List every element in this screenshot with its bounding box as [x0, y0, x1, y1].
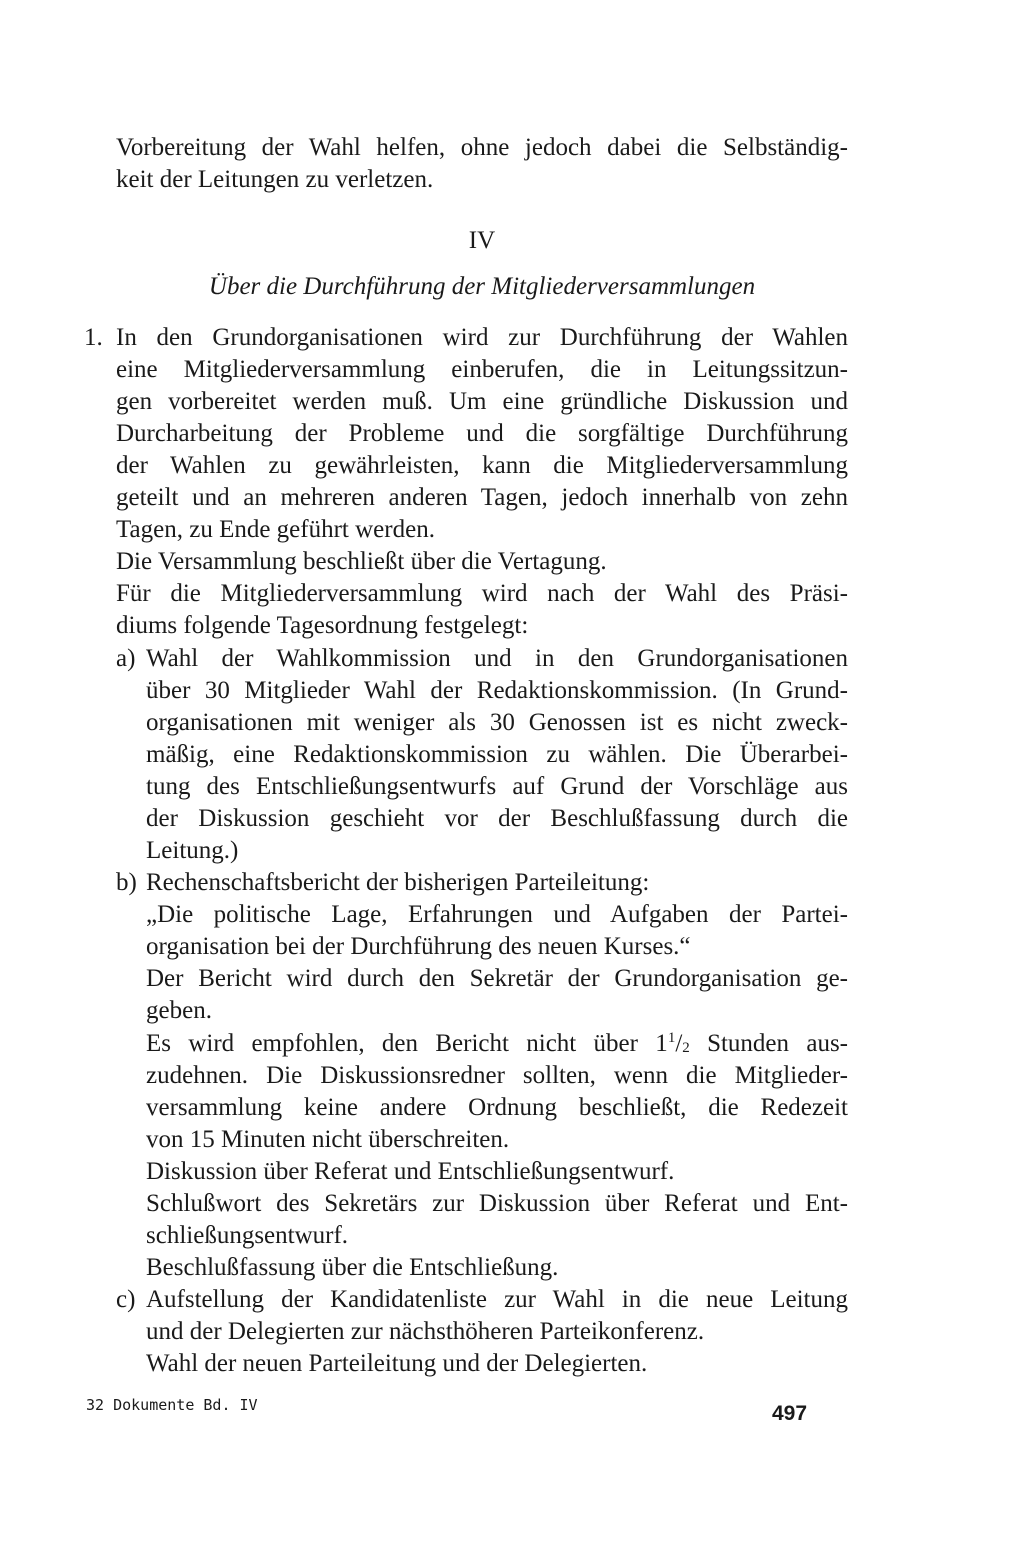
sub-b-line: von 15 Minuten nicht überschreiten.	[146, 1126, 510, 1153]
sub-a-line: Wahl der Wahlkommission und in den Grundorganisationen	[146, 645, 848, 672]
sub-b-line: Rechenschaftsbericht der bisherigen Parteileitung:	[146, 869, 650, 896]
page-number: 497	[772, 1402, 808, 1425]
fraction-numerator: 1	[667, 1030, 676, 1046]
sub-a-line: über 30 Mitglieder Wahl der Redaktionskommission. (In Grund-	[146, 677, 848, 704]
sub-c-marker: c)	[116, 1286, 136, 1313]
item1-line: Durcharbeitung der Probleme und die sorgfältige Durchführung	[116, 420, 848, 447]
sub-b-line: schließungsentwurf.	[146, 1222, 349, 1249]
item1-line: eine Mitgliederversammlung einberufen, die in Leitungssitzun-	[116, 356, 848, 383]
recommend-prefix: Es wird empfohlen, den Bericht nicht über 1	[146, 1030, 668, 1057]
item1-line: geteilt und an mehreren anderen Tagen, jedoch innerhalb von zehn	[116, 484, 848, 511]
sub-b-line: Schlußwort des Sekretärs zur Diskussion über Referat und Ent-	[146, 1190, 848, 1217]
item1-line: Die Versammlung beschließt über die Vertagung.	[116, 548, 607, 575]
item1-line: gen vorbereitet werden muß. Um eine gründliche Diskussion und	[116, 388, 848, 415]
item1-line: Tagen, zu Ende geführt werden.	[116, 516, 435, 543]
printer-signature: 32 Dokumente Bd. IV	[86, 1396, 258, 1414]
intro-line: keit der Leitungen zu verletzen.	[116, 166, 434, 193]
item1-line: In den Grundorganisationen wird zur Durchführung der Wahlen	[116, 324, 848, 351]
fraction-denominator: 2	[682, 1040, 690, 1056]
sub-b-line: organisation bei der Durchführung des neuen Kurses.“	[146, 933, 691, 960]
item-marker: 1.	[84, 324, 103, 351]
sub-b-line: geben.	[146, 997, 212, 1024]
sub-a-marker: a)	[116, 645, 136, 672]
fraction-slash: /	[675, 1030, 683, 1057]
sub-a-line: Leitung.)	[146, 837, 239, 864]
section-numeral: IV	[468, 227, 496, 254]
sub-b-line: Beschlußfassung über die Entschließung.	[146, 1254, 559, 1281]
item1-line: der Wahlen zu gewährleisten, kann die Mitgliederversammlung	[116, 452, 848, 479]
sub-b-line: Diskussion über Referat und Entschließungsentwurf.	[146, 1158, 675, 1185]
sub-a-line: der Diskussion geschieht vor der Beschlußfassung durch die	[146, 805, 848, 832]
sub-c-line: und der Delegierten zur nächsthöheren Parteikonferenz.	[146, 1318, 705, 1345]
sub-b-marker: b)	[116, 869, 137, 896]
sub-c-line: Wahl der neuen Parteileitung und der Delegierten.	[146, 1350, 648, 1377]
sub-b-line: zudehnen. Die Diskussionsredner sollten, wenn die Mitglieder-	[146, 1062, 848, 1089]
item1-line: diums folgende Tagesordnung festgelegt:	[116, 612, 529, 639]
sub-b-line: versammlung keine andere Ordnung beschließt, die Redezeit	[146, 1094, 848, 1121]
sub-b-recommendation-line	[146, 1028, 848, 1060]
sub-b-line: Der Bericht wird durch den Sekretär der Grundorganisation ge-	[146, 965, 848, 992]
item1-line: Für die Mitgliederversammlung wird nach der Wahl des Präsi-	[116, 580, 848, 607]
sub-b-line: „Die politische Lage, Erfahrungen und Aufgaben der Partei-	[146, 901, 848, 928]
sub-a-line: mäßig, eine Redaktionskommission zu wählen. Die Überarbei-	[146, 741, 848, 768]
sub-a-line: tung des Entschließungsentwurfs auf Grund der Vorschläge aus	[146, 773, 848, 800]
intro-line: Vorbereitung der Wahl helfen, ohne jedoch dabei die Selbständig-	[116, 134, 848, 161]
sub-a-line: organisationen mit weniger als 30 Genossen ist es nicht zweck-	[146, 709, 848, 736]
recommend-suffix: Stunden aus-	[689, 1030, 848, 1057]
sub-c-line: Aufstellung der Kandidatenliste zur Wahl in die neue Leitung	[146, 1286, 848, 1313]
section-title: Über die Durchführung der Mitgliederversammlungen	[208, 273, 756, 300]
